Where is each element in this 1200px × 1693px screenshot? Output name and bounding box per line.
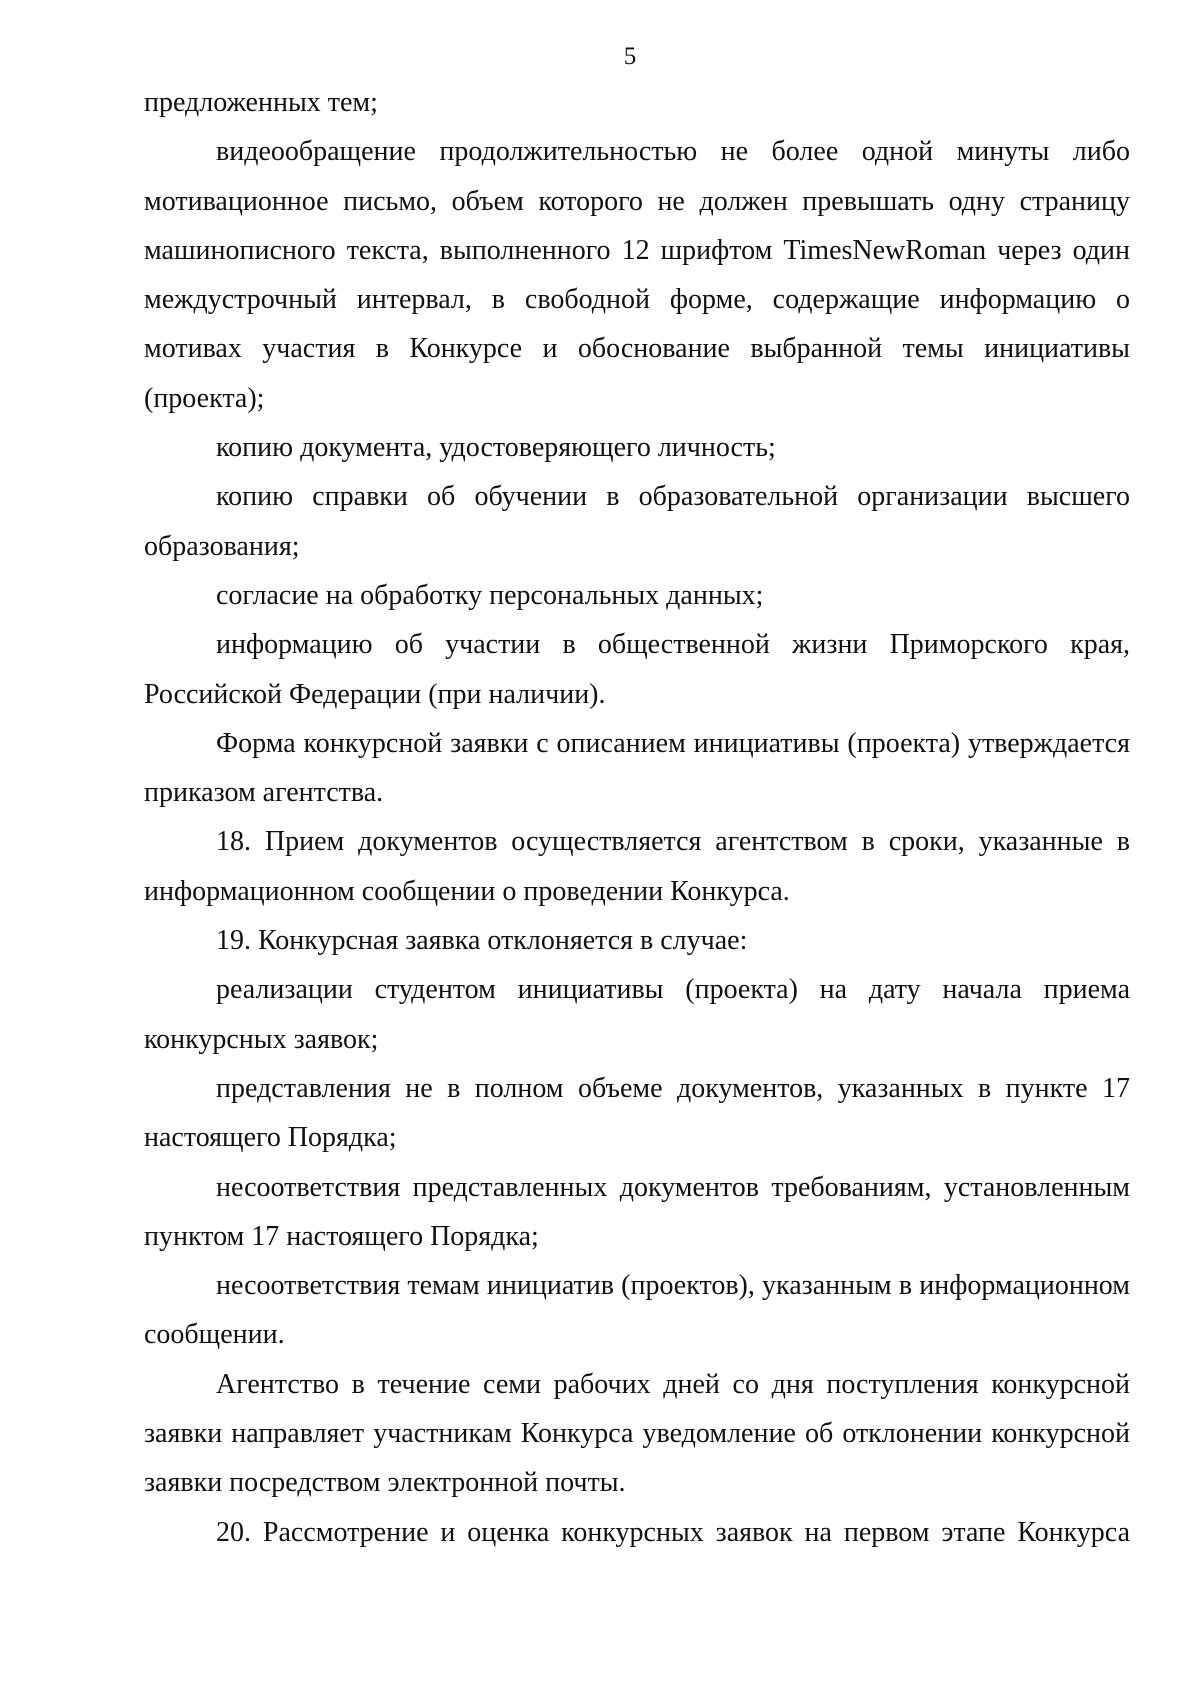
paragraph-rejection-implementation: реализации студентом инициативы (проекта) на дату начала приема конкурсных заявок; — [144, 974, 1130, 1055]
document-body — [144, 78, 1130, 1557]
paragraph-item-19: 19. Конкурсная заявка отклоняется в случае: — [216, 925, 748, 957]
paragraph-study-certificate: копию справки об обучении в образовательной организации высшего образования; — [144, 481, 1130, 562]
paragraph-public-life-info: информацию об участии в общественной жизни Приморского края, Российской Федерации (при наличии). — [144, 629, 1130, 710]
paragraph-item-20: 20. Рассмотрение и оценка конкурсных заявок на первом этапе Конкурса — [216, 1516, 1130, 1548]
paragraph-rejection-requirements: несоответствия представленных документов требованиям, установленным пунктом 17 настоящего Порядка; — [144, 1171, 1130, 1252]
paragraph-continuation: предложенных тем; — [144, 87, 378, 118]
paragraph-personal-data-consent: согласие на обработку персональных данных; — [216, 579, 764, 611]
paragraph-application-form: Форма конкурсной заявки с описанием инициативы (проекта) утверждается приказом агентства. — [144, 727, 1130, 809]
paragraph-rejection-topics: несоответствия темам инициатив (проектов), указанным в информационном сообщении. — [144, 1270, 1130, 1351]
paragraph-rejection-incomplete: представления не в полном объеме документов, указанных в пункте 17 настоящего Порядка; — [144, 1072, 1130, 1154]
paragraph-agency-notification: Агентство в течение семи рабочих дней со дня поступления конкурсной заявки направляет участникам Конкурса уведомление об отклонении конкурсной заявки посредством электронной почты. — [144, 1368, 1130, 1499]
paragraph-id-copy: копию документа, удостоверяющего личность; — [216, 432, 776, 464]
page-number: 5 — [623, 43, 637, 70]
paragraph-video-appeal: видеообращение продолжительностью не более одной минуты либо мотивационное письмо, объем которого не должен превышать одну страницу машинописного текста, выполненного 12 шрифтом TimesNewRoman через один междустрочный интервал, в свободной форме, содержащие информацию о мотивах участия в Конкурсе и обоснование выбранной темы инициативы (проекта); — [144, 136, 1130, 414]
paragraph-item-18: 18. Прием документов осуществляется агентством в сроки, указанные в информационном сообщении о проведении Конкурса. — [144, 826, 1130, 907]
